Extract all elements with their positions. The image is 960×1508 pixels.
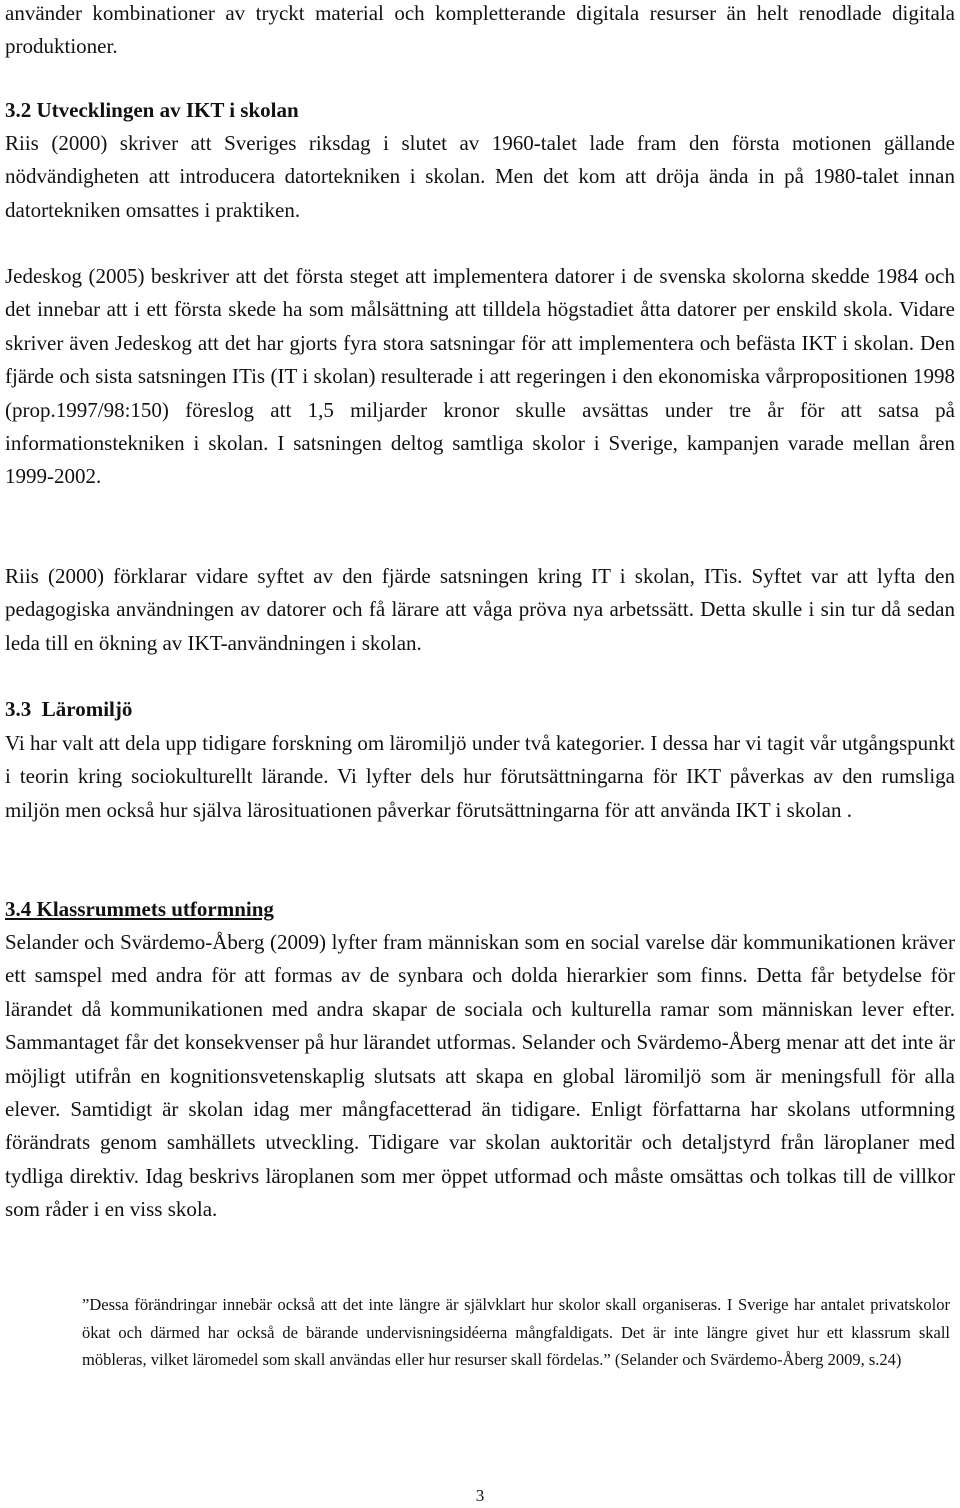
block-quote: ”Dessa förändringar innebär också att det inte längre är självklart hur skolor skall organiseras. I Sverige har antalet privatskolor ökat och därmed har också de bärande undervisningsidéerna mångfaldigats. Det är inte längre givet hur ett klassrum skall möbleras, vilket läromedel som skall användas eller hur resurser skall fördelas.” (Selander och Svärdemo-Åberg 2009, s.24) [82,1295,950,1369]
section-3-3-title: Läromiljö [41,697,133,721]
section-3-2-paragraph-2: Jedeskog (2005) beskriver att det första steget att implementera datorer i de svenska skolorna skedde 1984 och det innebar att i ett första skede ha som målsättning att tilldela högstadiet åtta datorer per enskild skola. Vidare skriver även Jedeskog att det har gjorts fyra stora satsningar för att implementera och befästa IKT i skolan. Den fjärde och sista satsningen ITis (IT i skolan) resulterade i att regeringen i den ekonomiska vårpropositionen 1998 (prop.1997/98:150) föreslog att 1,5 miljarder kronor skulle avsättas under tre år för att satsa på informationstekniken i skolan. I satsningen deltog samtliga skolor i Sverige, kampanjen varade mellan åren 1999-2002. [5,264,955,489]
section-3-3-paragraph-1: Vi har valt att dela upp tidigare forskning om läromiljö under två kategorier. I dessa har vi tagit vår utgångspunkt i teorin kring sociokulturellt lärande. Vi lyfter dels hur förutsättningarna för IKT påverkas av den rumsliga miljön men också hur själva lärosituationen påverkar förutsättningarna för att använda IKT i skolan . [5,731,955,822]
section-3-2-paragraph-1: Riis (2000) skriver att Sveriges riksdag i slutet av 1960-talet lade fram den första motionen gällande nödvändigheten att introducera datortekniken i skolan. Men det kom att dröja ända in på 1980-talet innan datortekniken omsattes i praktiken. [5,131,955,222]
page-number: 3 [475,1486,485,1505]
section-3-2-heading: 3.2 Utvecklingen av IKT i skolan [5,98,299,122]
section-3-3-number: 3.3 [5,697,32,721]
section-3-3-heading [5,693,955,726]
intro-paragraph-fragment: använder kombinationer av tryckt material och kompletterande digitala resurser än helt renodlade digitala produktioner. [5,1,955,59]
section-3-4-paragraph-1: Selander och Svärdemo-Åberg (2009) lyfter fram människan som en social varelse där kommunikationen kräver ett samspel med andra för att formas av de synbara och dolda hierarkier som finns. Detta får betydelse för lärandet då kommunikationen med andra skapar de sociala och kulturella ramar som människan lever efter. Sammantaget får det konsekvenser på hur lärandet utformas. Selander och Svärdemo-Åberg menar att det inte är möjligt utifrån en kognitionsvetenskaplig slutsats att skapa en global läromiljö som är meningsfull för alla elever. Samtidigt är skolan idag mer mångfacetterad än tidigare. Enligt författarna har skolans utformning förändrats genom samhällets utveckling. Tidigare var skolan auktoritär och detaljstyrd från läroplaner med tydliga direktiv. Idag beskrivs läroplanen som mer öppet utformad och måste omsättas och tolkas till de villkor som råder i en viss skola. [5,930,955,1222]
section-3-2-paragraph-3: Riis (2000) förklarar vidare syftet av den fjärde satsningen kring IT i skolan, ITis. Syftet var att lyfta den pedagogiska användningen av datorer och få lärare att våga pröva nya arbetssätt. Detta skulle i sin tur då sedan leda till en ökning av IKT-användningen i skolan. [5,564,955,655]
section-3-4-heading: 3.4 Klassrummets utformning [5,897,274,921]
